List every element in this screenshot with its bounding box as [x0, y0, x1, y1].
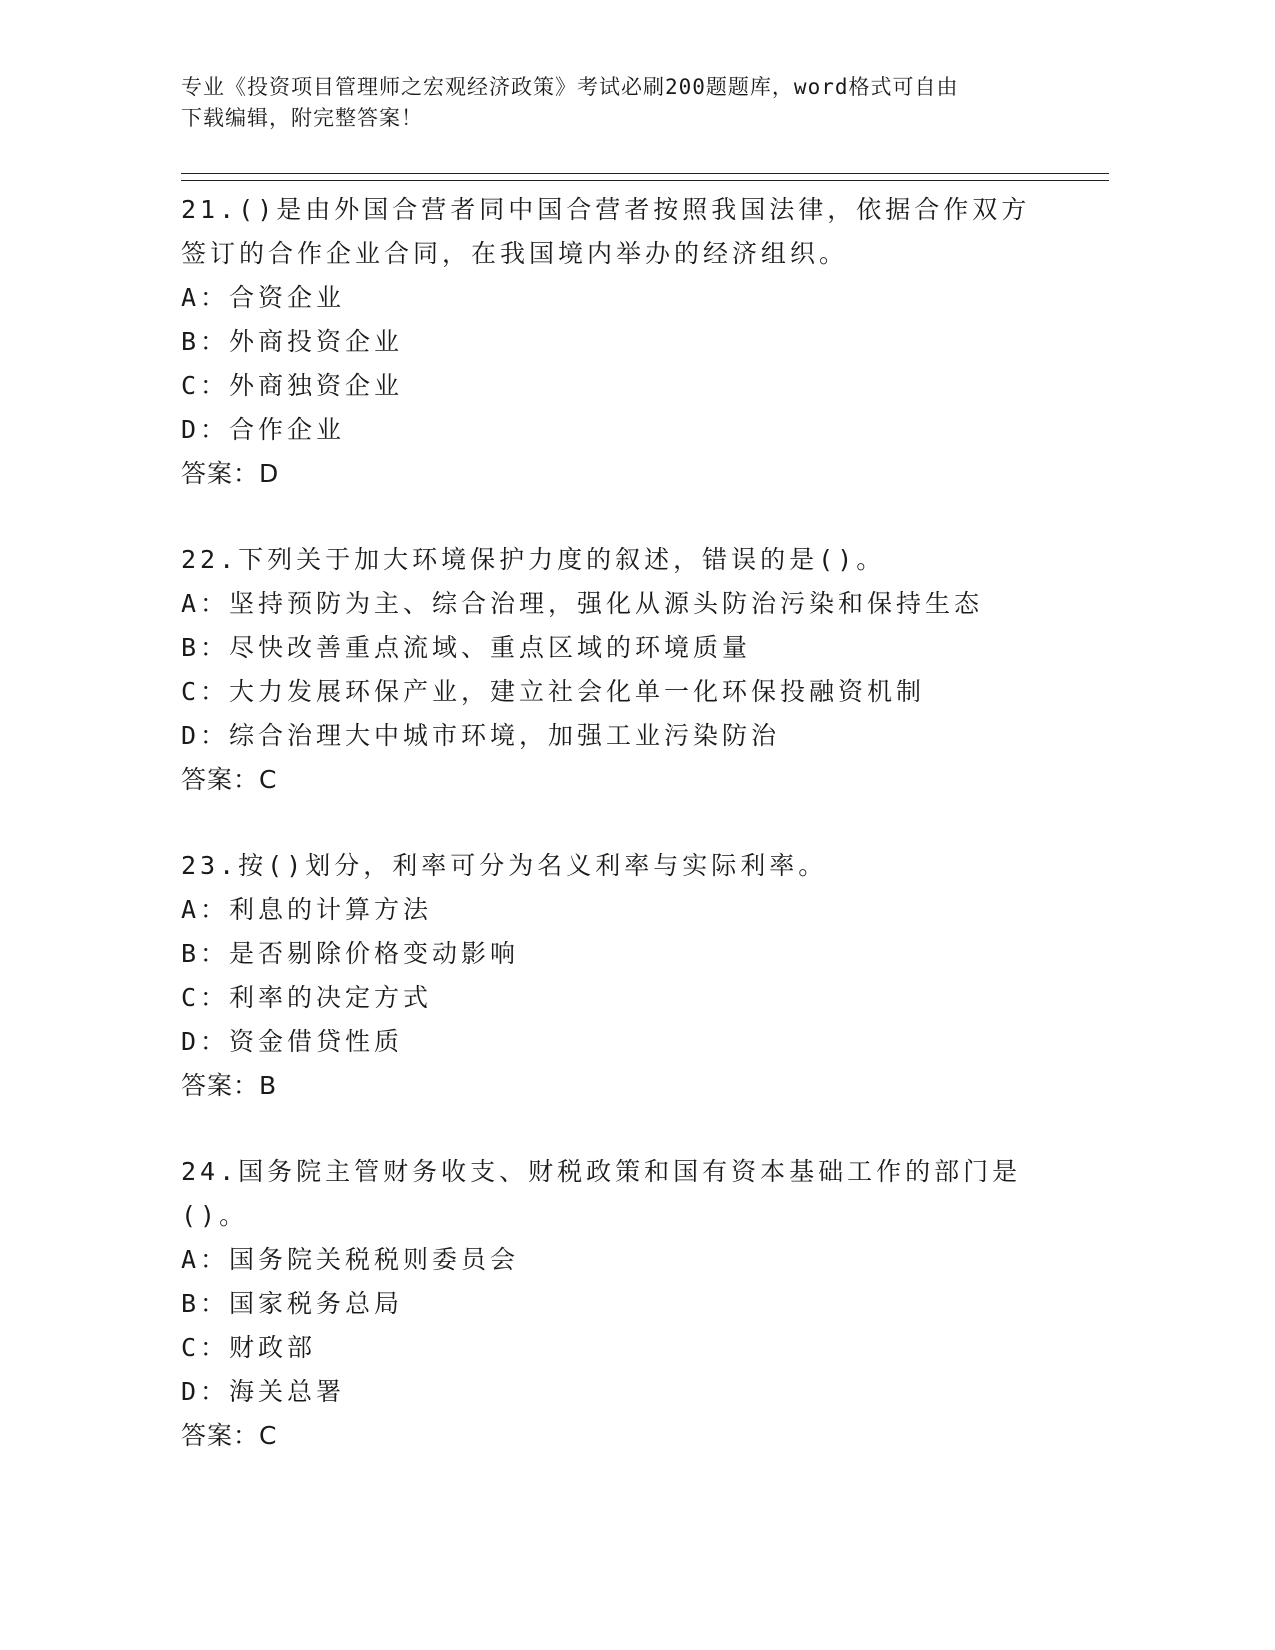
option-b: B：是否剔除价格变动影响: [181, 939, 520, 968]
question-stem: 24.国务院主管财务收支、财税政策和国有资本基础工作的部门是()。: [181, 1157, 1022, 1230]
option-c: C：大力发展环保产业，建立社会化单一化环保投融资机制: [181, 677, 926, 706]
option-d: D：综合治理大中城市环境，加强工业污染防治: [181, 721, 781, 750]
header-line-2: 下载编辑，附完整答案！: [181, 106, 423, 130]
option-b: B：尽快改善重点流域、重点区域的环境质量: [181, 633, 752, 662]
question-21: [181, 188, 1081, 496]
answer: 答案：B: [181, 1071, 278, 1100]
option-a: A：国务院关税税则委员会: [181, 1245, 520, 1274]
option-c: C：利率的决定方式: [181, 983, 433, 1012]
answer: 答案：C: [181, 1421, 278, 1450]
question-stem: 21.()是由外国合营者同中国合营者按照我国法律，依据合作双方签订的合作企业合同，在我国境内举办的经济组织。: [181, 195, 1031, 268]
option-a: A：坚持预防为主、综合治理，强化从源头防治污染和保持生态: [181, 589, 984, 618]
option-b: B：外商投资企业: [181, 327, 404, 356]
answer: 答案：D: [181, 459, 280, 488]
document-header: [181, 72, 1041, 134]
header-divider-bottom: [181, 180, 1109, 181]
option-a: A：合资企业: [181, 283, 346, 312]
question-22: [181, 538, 1081, 802]
option-d: D：合作企业: [181, 415, 346, 444]
question-stem: 22.下列关于加大环境保护力度的叙述，错误的是()。: [181, 545, 886, 574]
question-23: [181, 844, 1081, 1108]
header-divider-top: [181, 173, 1109, 174]
option-b: B：国家税务总局: [181, 1289, 404, 1318]
option-c: C：外商独资企业: [181, 371, 404, 400]
option-a: A：利息的计算方法: [181, 895, 433, 924]
question-list: [181, 188, 1081, 1500]
answer: 答案：C: [181, 765, 278, 794]
header-line-1: 专业《投资项目管理师之宏观经济政策》考试必刷200题题库，word格式可自由: [181, 75, 959, 99]
option-d: D：资金借贷性质: [181, 1027, 404, 1056]
option-d: D：海关总署: [181, 1377, 346, 1406]
question-stem: 23.按()划分，利率可分为名义利率与实际利率。: [181, 851, 828, 880]
question-24: [181, 1150, 1081, 1458]
option-c: C：财政部: [181, 1333, 317, 1362]
